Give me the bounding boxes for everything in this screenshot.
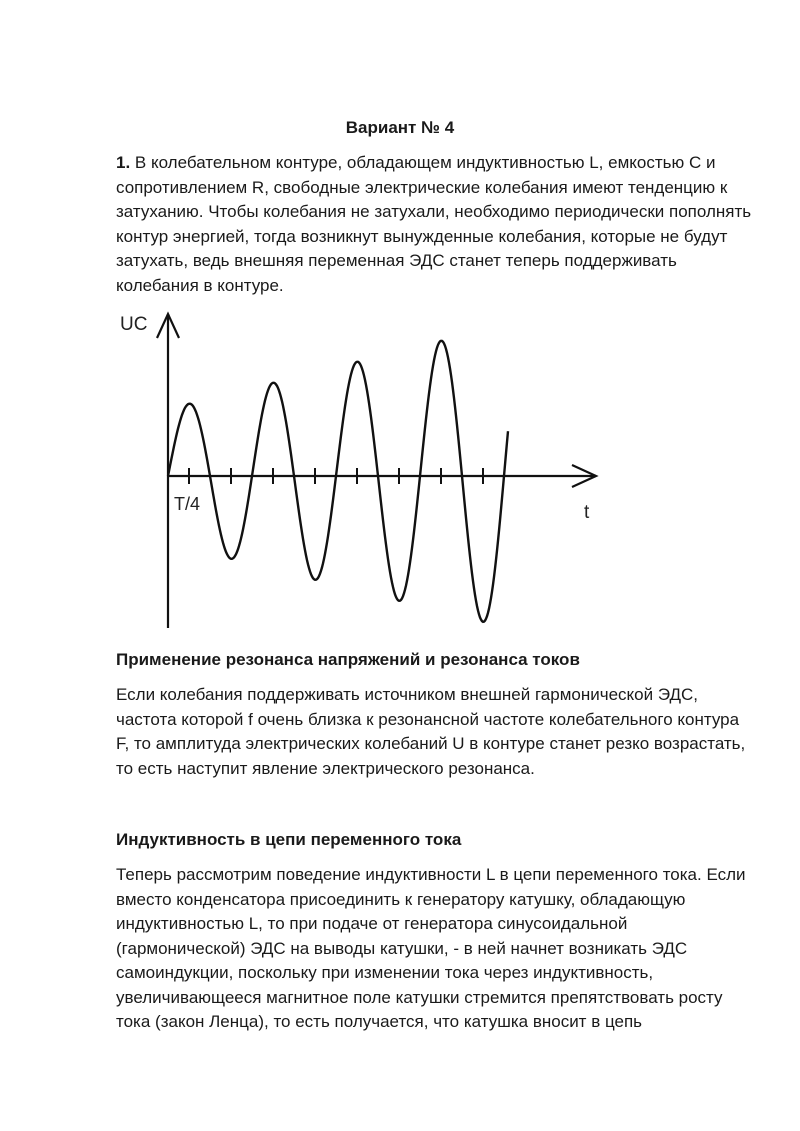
y-axis-label: UC bbox=[120, 314, 148, 335]
tick-label-t4: T/4 bbox=[174, 494, 201, 514]
document-title: Вариант № 4 bbox=[345, 118, 455, 137]
section-2-text: Теперь рассмотрим поведение индуктивности L в цепи переменного тока. Если вместо конденсатора присоединить к генератору катушку, обладающую индуктивностью L, то при подаче от генератора синусоидальной (гармонической) ЭДС на выводы катушки, - в ней начнет возникать ЭДС самоиндукции, поскольку при изменении тока через индуктивность, увеличивающееся магнитное поле катушки стремится препятствовать росту тока (закон Ленца), то есть получается, что катушка вносит в цепь bbox=[116, 865, 746, 1031]
section-2-heading: Индуктивность в цепи переменного тока bbox=[116, 830, 462, 849]
paragraph-1-text: В колебательном контуре, обладающем индуктивностью L, емкостью С и сопротивлением R, свободные электрические колебания имеют тенденцию к затуханию. Чтобы колебания не затухали, необходимо периодически пополнять контур энергией, тогда возникнут вынужденные колебания, которые не будут затухать, ведь внешняя переменная ЭДС станет теперь поддерживать колебания в контуре. bbox=[116, 153, 752, 295]
section-1-heading: Применение резонанса напряжений и резонанса токов bbox=[116, 650, 580, 669]
x-axis-label: t bbox=[584, 502, 590, 523]
paragraph-1 bbox=[116, 151, 756, 298]
section-1-text: Если колебания поддерживать источником внешней гармонической ЭДС, частота которой f очень близка к резонансной частоте колебательного контура F, то амплитуда электрических колебаний U в контуре станет резко возрастать, то есть наступит явление электрического резонанса. bbox=[116, 685, 746, 778]
paragraph-number: 1. bbox=[116, 153, 131, 172]
oscillation-curve bbox=[168, 341, 508, 622]
oscillation-figure bbox=[110, 308, 610, 630]
